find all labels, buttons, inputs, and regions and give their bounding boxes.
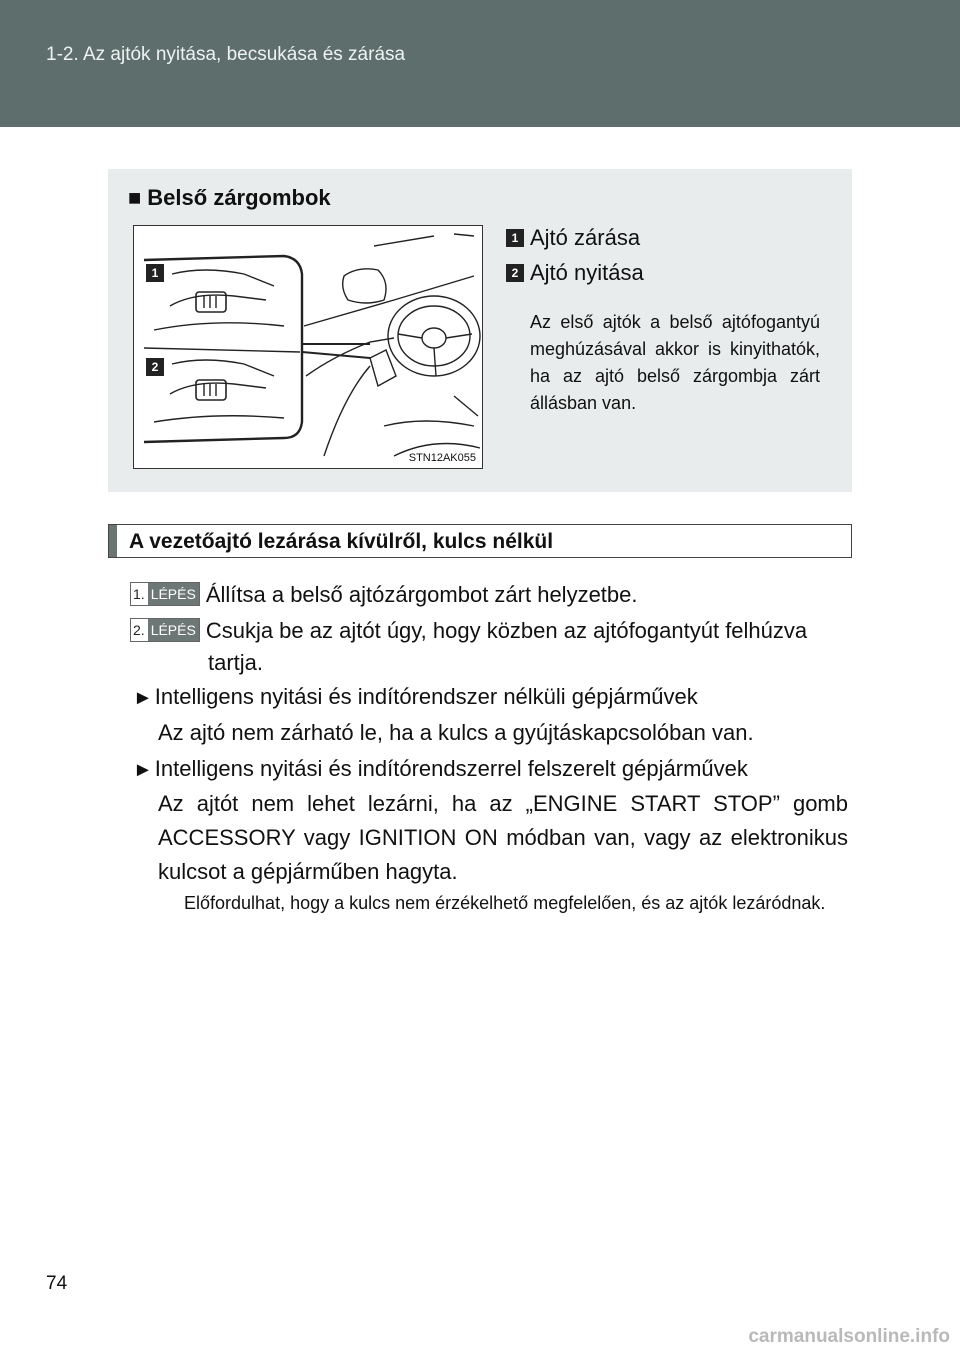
section-header-bar <box>109 525 117 557</box>
triangle-bullet-icon: ► <box>133 687 153 709</box>
square-bullet-icon: ■ <box>128 185 142 210</box>
legend-label: Ajtó nyitása <box>530 260 644 285</box>
variant-2-text: Az ajtót nem lehet lezárni, ha az „ENGINE START STOP” gomb ACCESSORY vagy IGNITION ON módban van, vagy az elektronikus kulcsot a gépjárműben hagyta. <box>158 791 848 884</box>
variant-title-text: Intelligens nyitási és indítórendszer nélküli gépjárművek <box>154 684 698 709</box>
step-number: 1. <box>131 586 148 602</box>
figure-code: STN12AK055 <box>408 452 476 464</box>
step-2 <box>130 614 807 648</box>
legend-item-lock <box>506 225 640 251</box>
section-note: Előfordulhat, hogy a kulcs nem érzékelhető megfelelően, és az ajtók lezáródnak. <box>184 893 826 913</box>
variant-2-title <box>133 752 748 787</box>
section-header <box>108 524 852 558</box>
triangle-bullet-icon: ► <box>133 759 153 781</box>
step-1 <box>130 578 638 612</box>
section-title: A vezetőajtó lezárása kívülről, kulcs nélkül <box>129 530 554 553</box>
info-box-note: Az első ajtók a belső ajtófogantyú meghúzásával akkor is kinyithatók, ha az ajtó belső zárgombja zárt állásban van. <box>530 312 820 413</box>
legend-item-unlock <box>506 260 644 286</box>
info-box-title-text: Belső zárgombok <box>147 185 331 210</box>
car-interior-drawing <box>134 226 482 468</box>
watermark: carmanualsonline.info <box>748 1326 950 1347</box>
step-2-continuation: tartja. <box>208 650 264 675</box>
variant-1-text: Az ajtó nem zárható le, ha a kulcs a gyújtáskapcsolóban van. <box>158 720 754 745</box>
page-header <box>0 0 960 127</box>
info-box <box>108 169 852 492</box>
variant-1-title <box>133 680 698 715</box>
step-label <box>130 618 200 642</box>
step-number: 2. <box>131 622 148 638</box>
variant-title-text: Intelligens nyitási és indítórendszerrel felszerelt gépjárművek <box>154 756 748 781</box>
step-tag: LÉPÉS <box>148 619 199 641</box>
figure-badge-2: 2 <box>146 358 164 376</box>
step-tag: LÉPÉS <box>148 583 199 605</box>
figure-badge-1: 1 <box>146 264 164 282</box>
step-text: Állítsa a belső ajtózárgombot zárt helyzetbe. <box>205 582 638 607</box>
door-lock-illustration <box>133 225 483 469</box>
info-box-title <box>128 185 331 211</box>
badge-1: 1 <box>506 229 524 247</box>
badge-2: 2 <box>506 264 524 282</box>
page-number: 74 <box>46 1273 68 1294</box>
legend-label: Ajtó zárása <box>530 225 641 250</box>
step-label <box>130 582 200 606</box>
step-text: Csukja be az ajtót úgy, hogy közben az ajtófogantyút felhúzva <box>205 618 808 643</box>
chapter-title: 1-2. Az ajtók nyitása, becsukása és zárása <box>46 44 406 65</box>
